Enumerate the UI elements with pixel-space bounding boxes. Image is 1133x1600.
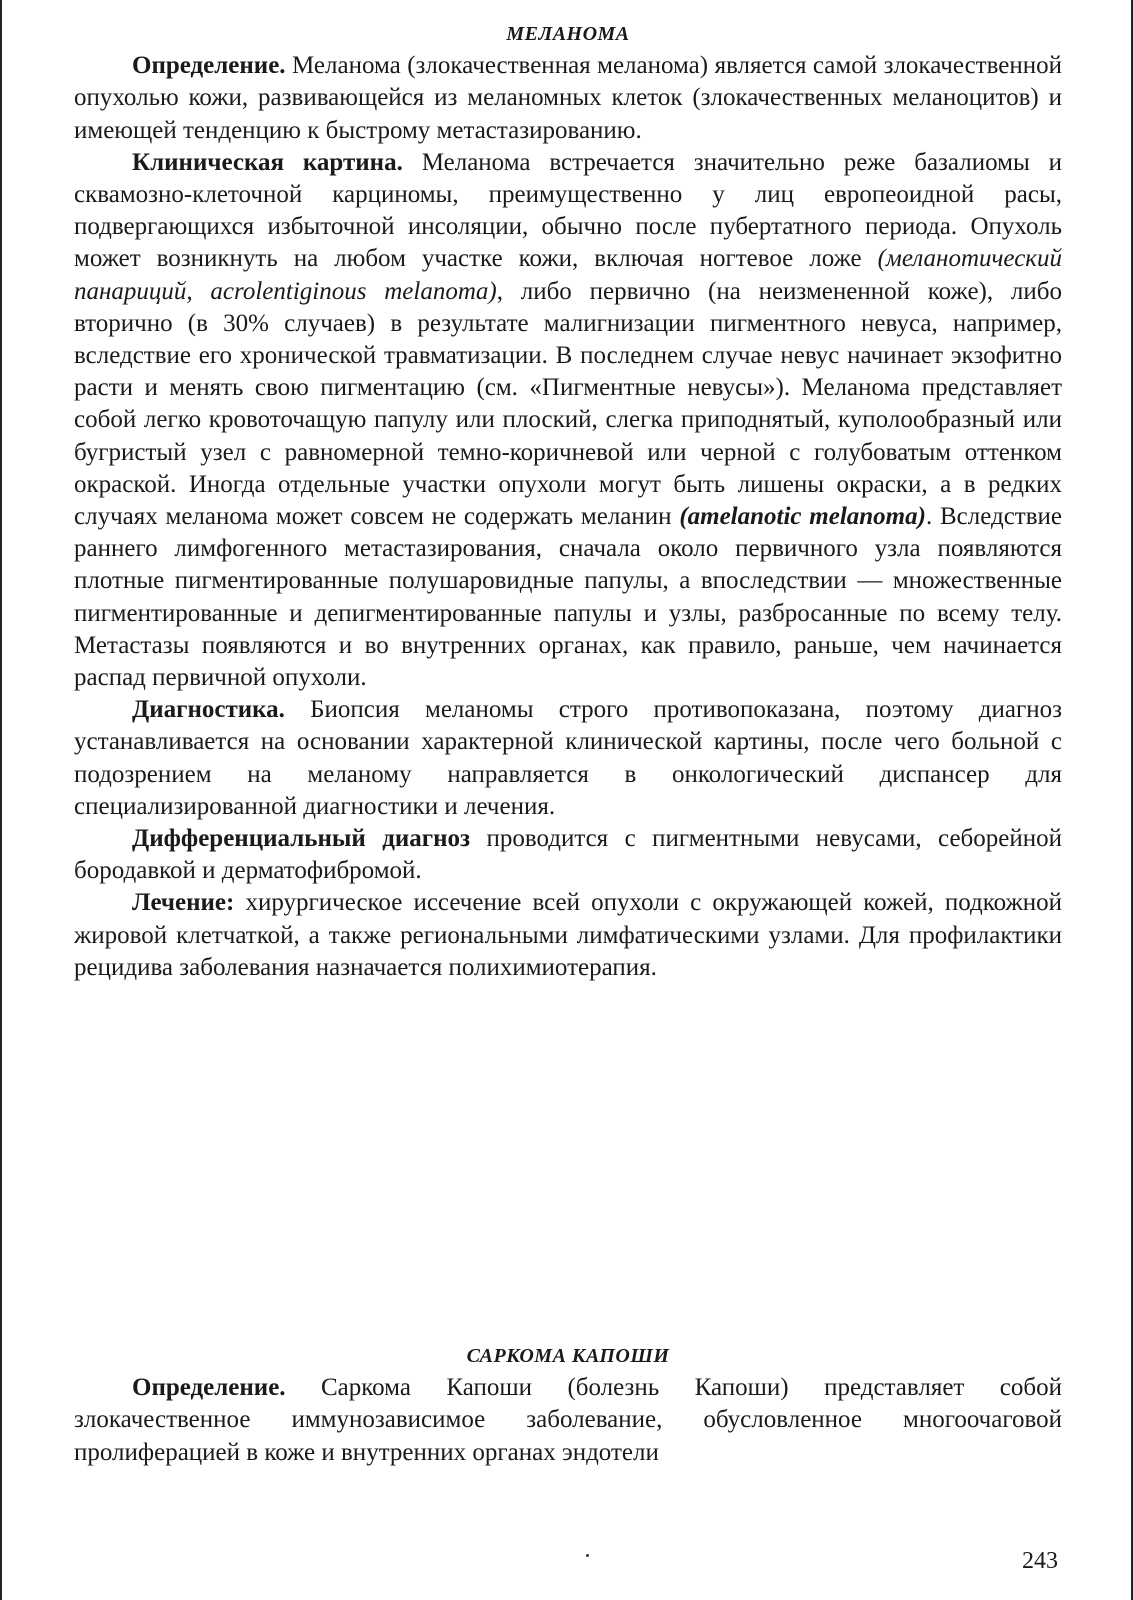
italic-term: (amelanotic melanoma) <box>679 503 926 531</box>
paragraph-label: Определение. <box>132 1374 286 1402</box>
paragraph-text: , либо первично (на неизмененной коже), либо вторично (в 30% случаев) в результате малигнизации пигментного невуса, например, вследствие его хронической травматизации. В последнем случае невус начинает экзофитно расти и менять свою пигментацию (см. «Пигментные невусы»). Меланома представляет собой легко кровоточащую папулу или плоский, слегка приподнятый, куполообразный или бугристый узел с равномерной темно-коричневой или черной с голубоватым оттенком окраской. Иногда отдельные участки опухоли могут быть лишены окраски, а в редких случаях меланома может совсем не содержать меланин <box>74 277 1062 531</box>
scan-speck <box>586 1554 589 1557</box>
paragraph-text: проводится с пигментными невусами, себорейной бородавкой и дерматофибромой. <box>74 825 1062 885</box>
paragraph-text: Саркома Капоши (болезнь Капоши) представляет собой злокачественное иммунозависимое заболевание, обусловленное многоочаговой пролиферацией в коже и внутренних органах эндотели <box>74 1374 1062 1466</box>
paragraph-text: Меланома встречается значительно реже базалиомы и сквамозно-клеточной карциномы, преимущественно у лиц европеоидной расы, подвергающихся избыточной инсоляции, обычно после пубертатного периода. Опухоль может возникнуть на любом участке кожи, включая ногтевое ложе <box>74 148 1062 273</box>
page-number: 243 <box>1022 1548 1058 1574</box>
paragraph-label: Определение. <box>132 52 286 80</box>
paragraph-label: Лечение: <box>132 889 235 917</box>
paragraph-text: Меланома (злокачественная меланома) является самой злокачественной опухолью кожи, развивающейся из меланомных клеток (злокачественных меланоцитов) и имеющей тенденцию к быстрому метастазированию. <box>74 52 1062 144</box>
section-title: МЕЛАНОМА <box>506 23 630 45</box>
definition-paragraph <box>74 1372 1062 1469</box>
paragraph-label: Дифференциальный диагноз <box>132 825 471 853</box>
treatment-paragraph <box>74 887 1062 984</box>
melanoma-section <box>74 18 1062 984</box>
clinical-picture-paragraph <box>74 147 1062 694</box>
paragraph-label: Диагностика. <box>132 696 285 724</box>
differential-diagnosis-paragraph <box>74 823 1062 887</box>
definition-paragraph <box>74 50 1062 147</box>
paragraph-text: Биопсия меланомы строго противопоказана, поэтому диагноз устанавливается на основании характерной клинической картины, после чего больной с подозрением на меланому направляется в онкологический диспансер для специализированной диагностики и лечения. <box>74 696 1062 820</box>
italic-term: (меланотический панариций, acrolentiginous melanoma) <box>74 245 1062 305</box>
section-title: САРКОМА КАПОШИ <box>466 1345 670 1367</box>
kaposi-section <box>74 1340 1062 1469</box>
diagnostics-paragraph <box>74 694 1062 823</box>
paragraph-text: . Вследствие раннего лимфогенного метастазирования, сначала около первичного узла появляются плотные пигментированные полушаровидные папулы, а впоследствии — множественные пигментированные и депигментированные папулы и узлы, разбросанные по всему телу. Метастазы появляются и во внутренних органах, как правило, раньше, чем начинается распад первичной опухоли. <box>74 503 1063 692</box>
paragraph-label: Клиническая картина. <box>132 148 403 176</box>
paragraph-text: хирургическое иссечение всей опухоли с окружающей кожей, подкожной жировой клетчаткой, а также региональными лимфатическими узлами. Для профилактики рецидива заболевания назначается полихимиотерапия. <box>74 889 1062 981</box>
